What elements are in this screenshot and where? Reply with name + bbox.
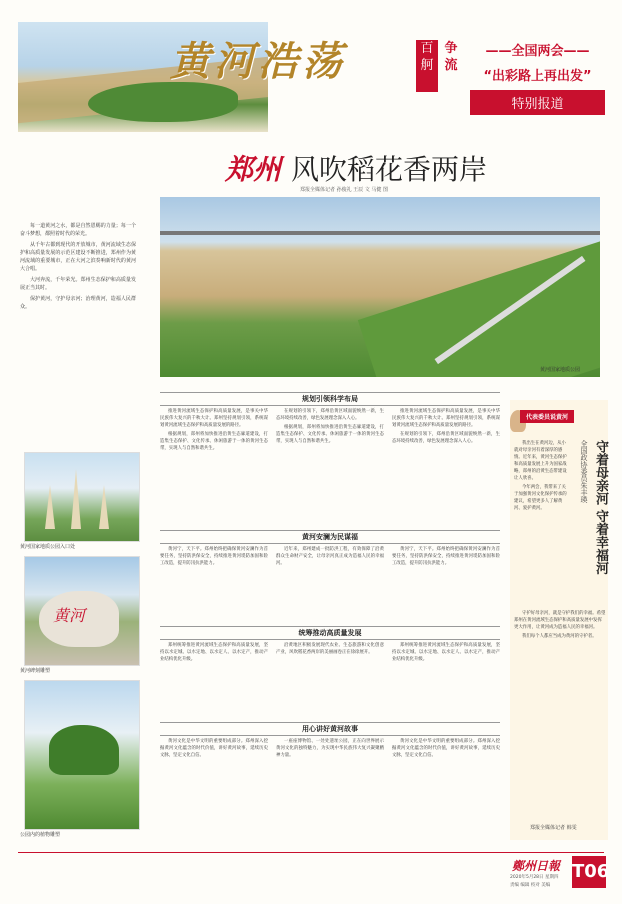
article-paragraph: 在规划的引领下，郑州沿黄区域面貌焕然一新，生态环境持续改善，绿色发展理念深入人心。 bbox=[392, 432, 500, 444]
headline bbox=[225, 148, 487, 188]
sidebar-paragraph: 守护好母亲河，就是守护我们的幸福。希望郑州在黄河流域生态保护和高质量发展中发挥更大作用，让黄河成为造福人民的幸福河。 bbox=[514, 611, 606, 630]
article-paragraph: 根据规划，郑州将加快推进沿黄生态廊道建设，打造集生态保护、文化传承、休闲旅游于一体的黄河生态带，实现人与自然和谐共生。 bbox=[276, 425, 384, 444]
sidebar-text-lower bbox=[514, 610, 606, 642]
side-photo-elephant bbox=[24, 680, 140, 830]
sidebar-paragraph: 今年两会，我带来了关于加强黄河文化保护传承的建议，希望更多人了解黄河、爱护黄河。 bbox=[514, 485, 567, 511]
rock-shape bbox=[39, 591, 119, 647]
sidebar-text bbox=[514, 440, 570, 514]
page-number: T06 bbox=[572, 856, 606, 888]
obelisk-shape bbox=[71, 469, 81, 529]
section-heading: 用心讲好黄河故事 bbox=[160, 722, 500, 736]
section-heading: 规划引领科学布局 bbox=[160, 392, 500, 406]
sidebar-tag: 代表委员说黄河 bbox=[520, 410, 574, 423]
article-column bbox=[392, 738, 500, 761]
article-paragraph: 黄河文化是中华文明的重要组成部分。郑州深入挖掘黄河文化蕴含的时代价值，讲好黄河故事，延续历史文脉，坚定文化自信。 bbox=[160, 739, 268, 758]
side-photo-stone bbox=[24, 556, 140, 666]
obelisk-shape bbox=[45, 485, 55, 529]
section-heading: 统筹推动高质量发展 bbox=[160, 626, 500, 640]
column-line3: 特别报道 bbox=[470, 90, 605, 115]
section-heading: 黄河安澜为民谋福 bbox=[160, 530, 500, 544]
side-caption-1: 黄河国家地质公园入口处 bbox=[20, 544, 76, 550]
elephant-topiary bbox=[49, 725, 119, 775]
sidebar-headline: 守着母亲河 守着幸福河 bbox=[593, 440, 608, 575]
rock-carving: 黄河 bbox=[53, 606, 86, 625]
badge-a: 百舸 bbox=[416, 40, 438, 92]
article-paragraph: 推进黄河流域生态保护和高质量发展，是事关中华民族伟大复兴的千秋大计。郑州坚持规划引领，系统谋划黄河流域生态保护和高质量发展的路径。 bbox=[160, 409, 268, 428]
article-column bbox=[160, 642, 268, 665]
article-column bbox=[160, 408, 268, 454]
side-caption-2: 黄河碑刻雕塑 bbox=[20, 668, 51, 674]
side-caption-3: 公园内的植物雕塑 bbox=[20, 832, 61, 838]
column-line2: “出彩路上再出发” bbox=[483, 69, 592, 84]
intro-paragraph: 大河奔流，千年荣光。郑州生态保护和高质量发展正当其时。 bbox=[20, 277, 136, 291]
article-column bbox=[392, 642, 500, 665]
article-paragraph: 近年来，郑州建成一批防洪工程，有效保障了沿黄群众生命财产安全，让母亲河真正成为造福人民的幸福河。 bbox=[276, 547, 384, 566]
main-photo-caption: 黄河国家地质公园 bbox=[540, 367, 581, 373]
article-column bbox=[160, 738, 268, 761]
article-paragraph: 一座座博物馆、一处处遗址公园，正在向世界展示黄河文化的独特魅力，为实现中华民族伟大复兴凝聚精神力量。 bbox=[276, 739, 384, 758]
sidebar-paragraph: 我们每个人都应当成为黄河的守护者。 bbox=[522, 634, 597, 639]
intro-paragraph: 每一道黄河之水，都是自然恩赐的力量；每一个奋斗梦想，都照着时代的荣光。 bbox=[20, 223, 136, 237]
masthead-title: 黄河浩荡 bbox=[170, 38, 346, 85]
article-paragraph: 郑州统筹推进黄河流域生态保护和高质量发展，坚持以水定城、以水定地、以水定人、以水定产，推动产业结构优化升级。 bbox=[160, 643, 268, 662]
intro-paragraph: 从千年古都到现代的开放城市，黄河流域生态保护和高质量发展的示范区建设不断推进，郑州作为黄河流域的重要城市，正在大河之滨奏响新时代的黄河大合唱。 bbox=[20, 242, 136, 272]
side-photo-obelisks bbox=[24, 452, 140, 542]
article-paragraph: 郑州统筹推进黄河流域生态保护和高质量发展，坚持以水定城、以水定地、以水定人、以水定产，推动产业结构优化升级。 bbox=[392, 643, 500, 662]
article-paragraph: 黄河宁，天下平。郑州始终把确保黄河安澜作为首要任务，坚持防洪保安全，持续推进黄河堤防加固和险工改造，提升防汛抗洪能力。 bbox=[160, 547, 268, 566]
grass-shape bbox=[358, 240, 600, 377]
article-column bbox=[276, 642, 384, 658]
main-photo bbox=[160, 197, 600, 377]
headline-place: 郑州 bbox=[225, 153, 282, 186]
article-paragraph: 根据规划，郑州将加快推进沿黄生态廊道建设，打造集生态保护、文化传承、休闲旅游于一体的黄河生态带，实现人与自然和谐共生。 bbox=[160, 432, 268, 451]
sidebar-paragraph: 我出生在黄河边，从小就对母亲河有着深厚的感情。近年来，黄河生态保护和高质量发展上升为国家战略，郑州的沿黄生态带建设让人欣喜。 bbox=[514, 441, 567, 481]
intro-paragraph: 保护黄河，守护母亲河；治理黄河，造福人民群众。 bbox=[20, 296, 136, 310]
headline-title: 风吹稻花香两岸 bbox=[291, 153, 488, 186]
intro-text bbox=[20, 222, 136, 314]
article-column bbox=[276, 546, 384, 569]
article-column bbox=[392, 408, 500, 447]
byline: 郑报全媒体记者 孙俊礼 王辰 文 马健 图 bbox=[300, 187, 388, 193]
footer-editors: 责编 编辑 校对 美编 bbox=[510, 883, 551, 888]
footer-brand: 鄭州日報 bbox=[512, 859, 561, 873]
article-paragraph: 在规划的引领下，郑州沿黄区域面貌焕然一新，生态环境持续改善，绿色发展理念深入人心。 bbox=[276, 409, 384, 421]
badge-b: 争流 bbox=[444, 41, 458, 73]
article-paragraph: 推进黄河流域生态保护和高质量发展，是事关中华民族伟大复兴的千秋大计。郑州坚持规划引领，系统谋划黄河流域生态保护和高质量发展的路径。 bbox=[392, 409, 500, 428]
article-column bbox=[160, 546, 268, 569]
sidebar-credit: 郑报全媒体记者 韩雯 bbox=[530, 825, 577, 831]
article-column bbox=[276, 408, 384, 447]
article-paragraph: 黄河宁，天下平。郑州始终把确保黄河安澜作为首要任务，坚持防洪保安全，持续推进黄河堤防加固和险工改造，提升防汛抗洪能力。 bbox=[392, 547, 500, 566]
sidebar-subhead: 全国政协委员朱丰瑛 bbox=[580, 440, 588, 503]
footer-date: 2020年5月28日 星期四 bbox=[510, 875, 559, 880]
island-shape bbox=[88, 82, 238, 122]
bridge-shape bbox=[160, 231, 600, 235]
article-column bbox=[276, 738, 384, 761]
obelisk-shape bbox=[99, 485, 109, 529]
footer-rule bbox=[18, 852, 604, 853]
article-paragraph: 沿黄地区积极发展现代农业、生态旅游和文化创意产业，风吹稻花香两岸的美丽画卷正在徐徐展开。 bbox=[276, 643, 384, 655]
column-line1: ——全国两会—— bbox=[485, 44, 590, 59]
article-column bbox=[392, 546, 500, 569]
article-paragraph: 黄河文化是中华文明的重要组成部分。郑州深入挖掘黄河文化蕴含的时代价值，讲好黄河故事，延续历史文脉，坚定文化自信。 bbox=[392, 739, 500, 758]
column-label bbox=[470, 40, 605, 115]
